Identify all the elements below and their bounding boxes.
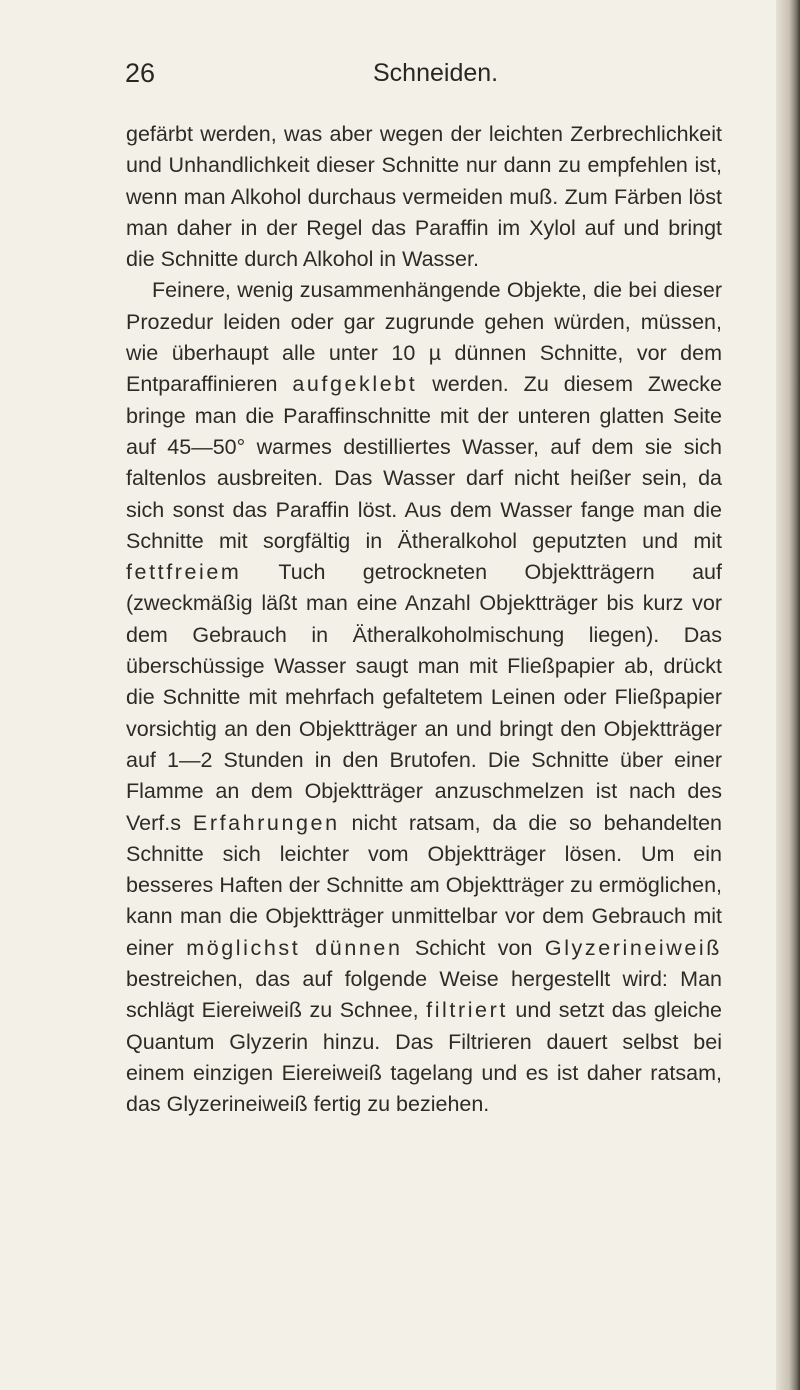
paragraph-2-text: bestreichen, das auf folgende Weise hergestellt wird: Man schlägt Eiereiweiß zu Schnee, bbox=[126, 967, 722, 1023]
running-title: Schneiden. bbox=[373, 59, 499, 87]
paragraph-2-text: Tuch getrockneten Objektträgern auf (zweckmäßig läßt man eine Anzahl Objektträger bis kurz vor dem Gebrauch in Ätheralkoholmischung liegen). Das überschüssige Wasser saugt man mit Fließpapier ab, drückt die Schnitte mit mehrfach gefaltetem Leinen oder Fließpapier vorsichtig an den Objektträger an und bringt den Objektträger auf 1—2 Stunden in den Brutofen. Die Schnitte über einer Flamme an dem Objektträger anzuschmelzen ist nach des Verf.s bbox=[126, 560, 722, 835]
page-edge-shadow bbox=[776, 0, 800, 1390]
emphasis-fettfreiem: fettfreiem bbox=[126, 560, 242, 585]
emphasis-erfahrungen: Erfahrungen bbox=[192, 810, 340, 835]
paragraph-2-text: Feinere, wenig zusammenhängende Objekte, die bei dieser Prozedur leiden oder gar zugrunde gehen würden, müssen, wie überhaupt alle unter 10 µ dünnen Schnitte, vor dem Entparaffinieren bbox=[126, 278, 722, 397]
paragraph-2-text: und setzt das gleiche Quantum Glyzerin hinzu. Das Filtrieren dauert selbst bei einem einzigen Eiereiweiß tagelang und es ist daher ratsam, das Glyzerineiweiß fertig zu beziehen. bbox=[126, 998, 723, 1117]
paragraph-1-text: gefärbt werden, was aber wegen der leichten Zerbrechlichkeit und Unhandlichkeit dieser Schnitte nur dann zu empfehlen ist, wenn man Alkohol durchaus vermeiden muß. Zum Färben löst man daher in der Regel das Paraffin im Xylol auf und bringt die Schnitte durch Alkohol in Wasser. bbox=[126, 122, 722, 272]
emphasis-aufgeklebt: aufgeklebt bbox=[292, 372, 418, 397]
paragraph-1 bbox=[126, 119, 722, 275]
paragraph-2 bbox=[126, 275, 722, 1120]
paragraph-2-text: Schicht von bbox=[402, 935, 545, 960]
emphasis-glyzerineiweiss: Glyzerineiweiß bbox=[544, 935, 722, 960]
page-number: 26 bbox=[125, 58, 156, 88]
emphasis-moeglichst-duennen: möglichst dünnen bbox=[186, 935, 403, 960]
page-header bbox=[125, 58, 725, 92]
paragraph-2-text: nicht ratsam, da die so behandelten Schnitte sich leichter vom Objektträger lösen. Um ein besseres Haften der Schnitte am Objektträger zu ermöglichen, kann man die Objektträger unmittelbar vor dem Gebrauch mit einer bbox=[126, 810, 722, 960]
body-text bbox=[126, 119, 722, 1121]
paragraph-2-text: werden. Zu diesem Zwecke bringe man die Paraffinschnitte mit der unteren glatten Seite auf 45—50° warmes destilliertes Wasser, auf dem sie sich faltenlos ausbreiten. Das Wasser darf nicht heißer sein, da sich sonst das Paraffin löst. Aus dem Wasser fange man die Schnitte mit sorgfältig in Ätheralkohol geputzten und mit bbox=[126, 372, 722, 553]
emphasis-filtriert: filtriert bbox=[426, 998, 508, 1023]
